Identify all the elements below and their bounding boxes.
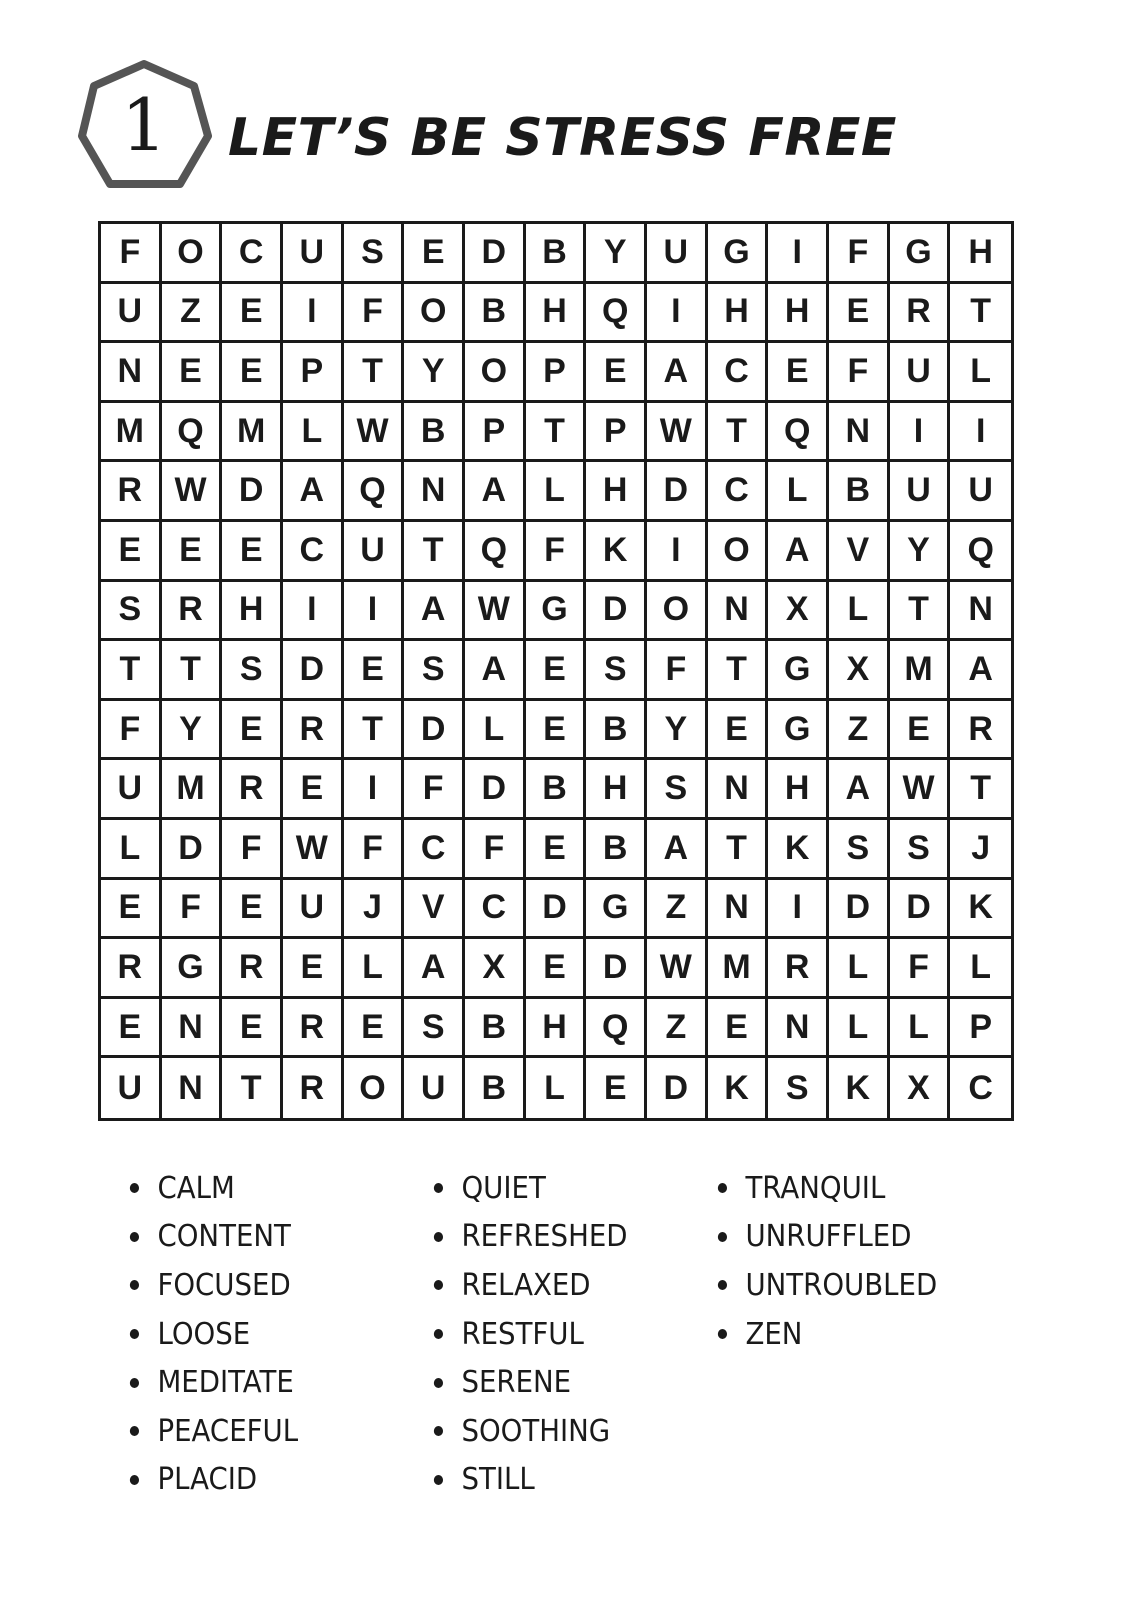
word-label: SOOTHING [461,1413,611,1449]
grid-cell[interactable]: O [162,224,223,284]
grid-cell[interactable]: R [162,582,223,642]
word-label: ZEN [745,1316,803,1352]
grid-cell[interactable]: N [708,582,769,642]
grid-cell[interactable]: S [222,641,283,701]
grid-cell[interactable]: N [950,582,1011,642]
grid-cell[interactable]: D [222,462,283,522]
grid-cell[interactable]: F [829,343,890,403]
grid-cell[interactable]: X [768,582,829,642]
grid-cell[interactable]: F [162,880,223,940]
word-list-item [128,1456,298,1505]
word-label: PEACEFUL [157,1413,299,1449]
grid-cell[interactable]: E [829,284,890,344]
word-label: UNTROUBLED [745,1267,938,1303]
grid-cell[interactable]: I [647,284,708,344]
grid-cell[interactable]: W [162,462,223,522]
grid-cell[interactable]: U [950,462,1011,522]
grid-cell[interactable]: L [344,939,405,999]
grid-cell[interactable]: A [465,462,526,522]
word-label: CALM [157,1170,235,1206]
grid-cell[interactable]: E [222,880,283,940]
grid-cell[interactable]: R [768,939,829,999]
bullet-icon [130,1232,139,1242]
word-list-item [716,1164,937,1213]
word-list-item [432,1261,628,1310]
grid-cell[interactable]: E [526,701,587,761]
grid-cell[interactable]: X [829,641,890,701]
grid-cell[interactable]: B [586,701,647,761]
word-list-column-3 [716,1164,957,1358]
grid-cell[interactable]: N [101,343,162,403]
grid-cell[interactable]: E [222,284,283,344]
grid-cell[interactable]: Y [890,522,951,582]
grid-cell[interactable]: A [829,760,890,820]
word-list-item [716,1261,937,1310]
grid-cell[interactable]: E [586,343,647,403]
grid-cell[interactable]: S [404,641,465,701]
grid-cell[interactable]: U [101,760,162,820]
grid-cell[interactable]: U [890,462,951,522]
grid-cell[interactable]: M [162,760,223,820]
grid-cell[interactable]: B [465,999,526,1059]
bullet-icon [434,1426,443,1436]
grid-cell[interactable]: L [283,403,344,463]
bullet-icon [130,1378,139,1388]
grid-cell[interactable]: R [950,701,1011,761]
grid-cell[interactable]: H [768,284,829,344]
grid-cell[interactable]: L [526,462,587,522]
grid-cell[interactable]: V [829,522,890,582]
word-list-item [128,1310,298,1359]
word-list-item [432,1164,628,1213]
word-label: MEDITATE [157,1365,294,1401]
grid-cell[interactable]: T [708,403,769,463]
word-label: CONTENT [157,1219,291,1255]
grid-cell[interactable]: H [708,284,769,344]
word-list-item [432,1456,628,1505]
grid-cell[interactable]: A [283,462,344,522]
bullet-icon [130,1426,139,1436]
grid-cell[interactable]: D [586,939,647,999]
word-list-item [128,1407,298,1456]
grid-cell[interactable]: F [526,522,587,582]
grid-cell[interactable]: I [283,582,344,642]
grid-cell[interactable]: F [222,820,283,880]
grid-cell[interactable]: Y [586,224,647,284]
grid-cell[interactable]: B [526,224,587,284]
grid-cell[interactable]: Y [647,701,708,761]
grid-cell[interactable]: W [647,939,708,999]
word-list-item [432,1213,628,1262]
grid-cell[interactable]: R [222,939,283,999]
grid-cell[interactable]: L [101,820,162,880]
grid-cell[interactable]: G [526,582,587,642]
grid-cell[interactable]: E [222,999,283,1059]
grid-cell[interactable]: Q [768,403,829,463]
grid-cell[interactable]: T [950,284,1011,344]
grid-cell[interactable]: E [283,760,344,820]
grid-cell[interactable]: K [829,1058,890,1118]
grid-cell[interactable]: E [404,224,465,284]
grid-cell[interactable]: F [829,224,890,284]
grid-cell[interactable]: C [968,1068,993,1107]
grid-cell[interactable]: Q [162,403,223,463]
grid-cell[interactable]: T [101,641,162,701]
grid-cell[interactable]: C [283,522,344,582]
grid-cell[interactable]: D [647,1058,708,1118]
grid-cell[interactable]: O [465,343,526,403]
grid-cell[interactable]: M [708,939,769,999]
grid-cell[interactable]: R [283,701,344,761]
grid-cell[interactable]: Y [404,343,465,403]
bullet-icon [434,1280,443,1290]
grid-cell[interactable]: S [101,582,162,642]
grid-cell[interactable]: S [344,224,405,284]
grid-cell[interactable]: A [950,641,1011,701]
grid-cell[interactable]: G [162,939,223,999]
grid-cell[interactable]: B [465,284,526,344]
grid-cell[interactable]: E [344,641,405,701]
grid-cell[interactable]: Y [162,701,223,761]
grid-cell[interactable]: M [890,641,951,701]
grid-cell[interactable]: K [950,880,1011,940]
grid-cell[interactable]: E [526,820,587,880]
grid-cell[interactable]: V [404,880,465,940]
grid-cell[interactable]: I [950,403,1011,463]
grid-cell[interactable]: P [283,343,344,403]
grid-cell[interactable]: H [586,462,647,522]
grid-cell[interactable]: D [526,880,587,940]
grid-cell[interactable]: E [708,999,769,1059]
grid-cell[interactable]: P [526,343,587,403]
grid-cell[interactable]: I [647,522,708,582]
bullet-icon [434,1232,443,1242]
grid-cell[interactable]: F [404,760,465,820]
word-list-item [128,1164,298,1213]
puzzle-number: 1 [121,83,167,167]
grid-cell[interactable]: T [162,641,223,701]
grid-cell[interactable]: S [829,820,890,880]
grid-cell[interactable]: E [526,641,587,701]
word-list-item [128,1213,298,1262]
grid-cell[interactable]: T [708,641,769,701]
grid-cell[interactable]: D [890,880,951,940]
grid-cell[interactable]: Q [344,462,405,522]
grid-cell[interactable]: E [162,343,223,403]
grid-cell[interactable]: N [768,999,829,1059]
grid-cell[interactable]: S [404,999,465,1059]
grid-cell[interactable]: L [768,462,829,522]
bullet-icon [434,1183,443,1193]
grid-cell[interactable]: L [829,582,890,642]
grid-cell[interactable]: T [344,343,405,403]
grid-cell[interactable]: F [101,701,162,761]
grid-cell[interactable]: B [586,820,647,880]
grid-cell[interactable]: E [586,1058,647,1118]
grid-cell[interactable]: W [283,820,344,880]
grid-cell[interactable]: T [404,522,465,582]
grid-cell[interactable]: R [283,999,344,1059]
grid-cell[interactable]: U [283,224,344,284]
grid-cell[interactable]: D [283,641,344,701]
word-label: FOCUSED [157,1267,291,1303]
grid-cell[interactable]: E [162,522,223,582]
grid-cell[interactable]: O [647,582,708,642]
grid-cell[interactable]: H [526,999,587,1059]
grid-cell[interactable]: C [404,820,465,880]
grid-cell[interactable]: I [890,403,951,463]
word-label: LOOSE [157,1316,251,1352]
grid-cell[interactable]: A [465,641,526,701]
grid-cell[interactable]: H [526,284,587,344]
word-label: RESTFUL [461,1316,584,1352]
grid-cell[interactable]: T [708,820,769,880]
grid-cell[interactable]: G [890,224,951,284]
grid-cell[interactable]: C [708,343,769,403]
grid-cell[interactable]: U [101,1058,162,1118]
grid-cell[interactable]: E [768,343,829,403]
grid-cell[interactable]: N [162,1058,223,1118]
grid-cell[interactable]: G [708,224,769,284]
grid-cell[interactable]: E [222,701,283,761]
grid-cell[interactable]: E [283,939,344,999]
grid-cell[interactable]: D [465,760,526,820]
grid-cell[interactable]: G [586,880,647,940]
grid-cell[interactable]: U [283,880,344,940]
grid-cell[interactable]: A [404,582,465,642]
grid-cell[interactable]: A [768,522,829,582]
bullet-icon [434,1475,443,1485]
word-list-item [716,1310,937,1359]
grid-cell[interactable]: D [162,820,223,880]
grid-cell[interactable]: T [950,760,1011,820]
grid-cell[interactable]: E [222,343,283,403]
grid-cell[interactable]: T [526,403,587,463]
bullet-icon [434,1329,443,1339]
grid-cell[interactable]: G [768,641,829,701]
word-label: REFRESHED [461,1219,628,1255]
grid-cell[interactable]: W [647,403,708,463]
grid-cell[interactable]: O [344,1058,405,1118]
grid-cell[interactable]: W [465,582,526,642]
word-search-grid [98,221,1014,1121]
grid-cell[interactable]: I [768,224,829,284]
grid-cell[interactable]: Z [647,999,708,1059]
grid-cell[interactable]: F [344,820,405,880]
grid-cell[interactable]: J [950,820,1011,880]
word-list-item [128,1358,298,1407]
bullet-icon [718,1232,727,1242]
bullet-icon [718,1329,727,1339]
grid-cell[interactable]: O [404,284,465,344]
grid-cell[interactable]: P [465,403,526,463]
grid-cell[interactable]: P [586,403,647,463]
grid-cell[interactable]: P [950,999,1011,1059]
grid-cell[interactable]: T [344,701,405,761]
grid-cell[interactable]: D [829,880,890,940]
grid-cell[interactable]: E [890,701,951,761]
grid-cell[interactable]: I [344,760,405,820]
grid-cell[interactable]: E [101,999,162,1059]
grid-cell[interactable]: U [647,224,708,284]
grid-cell[interactable]: F [890,939,951,999]
grid-cell[interactable]: S [768,1058,829,1118]
grid-cell[interactable]: D [404,701,465,761]
grid-cell[interactable]: H [768,760,829,820]
word-list-item [432,1358,628,1407]
grid-cell[interactable]: B [829,462,890,522]
word-list-item [432,1310,628,1359]
word-list-item [716,1213,937,1262]
grid-cell[interactable]: C [222,224,283,284]
grid-cell[interactable]: K [768,820,829,880]
grid-cell[interactable]: C [708,462,769,522]
grid-cell[interactable]: N [829,403,890,463]
grid-cell[interactable]: S [586,641,647,701]
grid-cell[interactable]: F [101,224,162,284]
grid-cell[interactable]: Q [586,999,647,1059]
grid-cell[interactable]: R [890,284,951,344]
grid-cell[interactable]: U [404,1058,465,1118]
grid-cell[interactable]: X [890,1058,951,1118]
word-label: RELAXED [461,1267,591,1303]
grid-cell[interactable]: I [768,880,829,940]
grid-cell[interactable]: A [647,343,708,403]
bullet-icon [130,1280,139,1290]
grid-cell[interactable]: A [647,820,708,880]
word-label: TRANQUIL [745,1170,886,1206]
word-list-column-2 [432,1164,645,1504]
grid-cell[interactable]: S [890,820,951,880]
grid-cell[interactable]: F [344,284,405,344]
grid-cell[interactable]: L [526,1058,587,1118]
grid-cell[interactable]: T [222,1058,283,1118]
grid-cell[interactable]: L [829,939,890,999]
grid-cell[interactable]: E [101,880,162,940]
grid-cell[interactable]: L [465,701,526,761]
bullet-icon [130,1183,139,1193]
grid-cell[interactable]: R [101,462,162,522]
grid-cell[interactable]: F [465,820,526,880]
word-label: UNRUFFLED [745,1219,912,1255]
grid-cell[interactable]: R [283,1058,344,1118]
bullet-icon [718,1280,727,1290]
grid-cell[interactable]: I [283,284,344,344]
word-list-column-1 [128,1164,313,1504]
grid-cell[interactable]: L [829,999,890,1059]
grid-cell[interactable]: B [526,760,587,820]
word-label: SERENE [461,1365,572,1401]
grid-cell[interactable]: M [101,403,162,463]
grid-cell[interactable]: W [890,760,951,820]
word-list-item [128,1261,298,1310]
grid-cell[interactable]: Q [586,284,647,344]
grid-cell[interactable]: N [162,999,223,1059]
grid-cell[interactable]: E [344,999,405,1059]
bullet-icon [718,1183,727,1193]
word-label: PLACID [157,1462,258,1498]
grid-cell[interactable]: D [465,224,526,284]
grid-cell[interactable]: H [586,760,647,820]
grid-cell[interactable]: U [344,522,405,582]
grid-cell[interactable]: F [647,641,708,701]
grid-cell[interactable]: E [222,522,283,582]
grid-cell[interactable]: D [647,462,708,522]
grid-cell[interactable]: S [647,760,708,820]
grid-cell[interactable]: L [950,939,1011,999]
grid-cell[interactable]: Q [950,522,1011,582]
grid-cell[interactable]: N [708,880,769,940]
grid-cell[interactable]: Z [829,701,890,761]
grid-cell[interactable]: L [950,343,1011,403]
grid-cell[interactable]: N [404,462,465,522]
puzzle-number-badge [76,58,212,198]
grid-cell[interactable]: R [101,939,162,999]
grid-cell[interactable]: B [465,1058,526,1118]
word-label: QUIET [461,1170,546,1206]
grid-cell[interactable]: W [344,403,405,463]
grid-cell[interactable]: G [768,701,829,761]
grid-cell[interactable]: Z [162,284,223,344]
grid-cell[interactable]: M [222,403,283,463]
word-list-item [432,1407,628,1456]
grid-cell[interactable]: O [708,522,769,582]
grid-cell[interactable]: U [101,284,162,344]
grid-cell[interactable]: A [404,939,465,999]
grid-cell[interactable]: E [101,522,162,582]
page-title: LET’S BE STRESS FREE [228,108,897,168]
grid-cell[interactable]: U [890,343,951,403]
grid-cell[interactable]: N [708,760,769,820]
bullet-icon [130,1475,139,1485]
grid-cell[interactable]: B [404,403,465,463]
grid-cell[interactable]: J [344,880,405,940]
grid-cell[interactable]: Q [465,522,526,582]
grid-cell[interactable]: K [586,522,647,582]
bullet-icon [434,1378,443,1388]
grid-cell[interactable]: X [465,939,526,999]
grid-cell[interactable]: K [708,1058,769,1118]
grid-cell[interactable]: L [890,999,951,1059]
grid-cell[interactable]: R [222,760,283,820]
grid-cell[interactable]: D [586,582,647,642]
grid-cell[interactable]: C [465,880,526,940]
grid-cell[interactable]: T [890,582,951,642]
grid-cell[interactable]: H [222,582,283,642]
grid-cell[interactable]: H [950,224,1011,284]
grid-cell[interactable]: Z [647,880,708,940]
grid-cell[interactable]: E [526,939,587,999]
grid-cell[interactable]: E [708,701,769,761]
word-label: STILL [461,1462,535,1498]
word-list [0,1164,1142,1524]
bullet-icon [130,1329,139,1339]
grid-cell[interactable]: I [344,582,405,642]
